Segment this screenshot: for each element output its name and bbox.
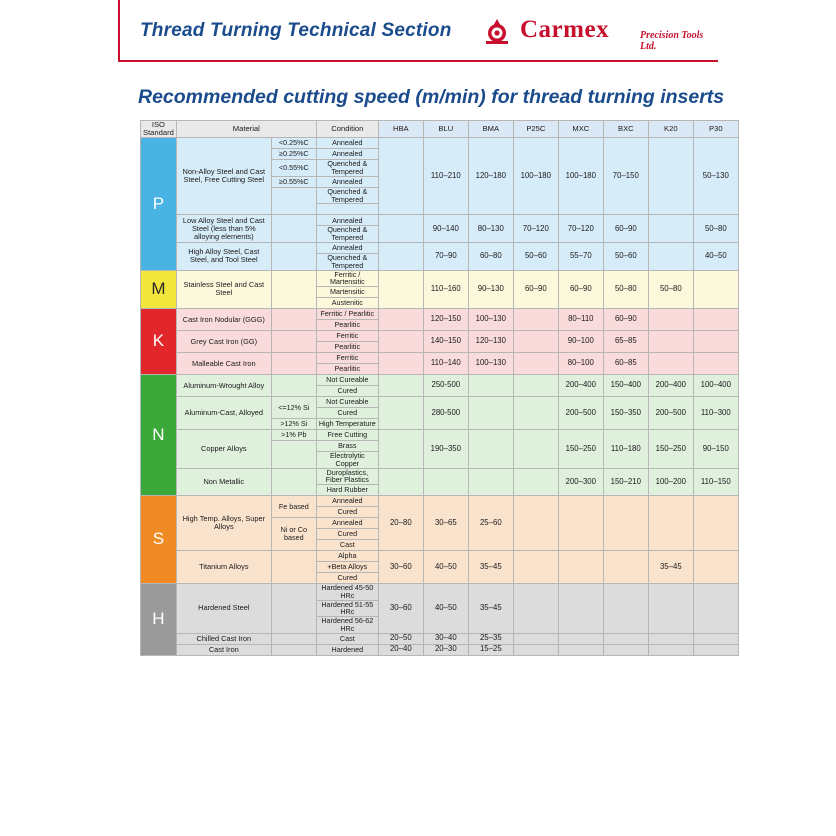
speed-value-mxc [558,551,603,584]
material-name: Stainless Steel and Cast Steel [176,270,271,309]
col-k20: K20 [648,121,693,138]
speed-value-k20: 50–80 [648,270,693,309]
speed-value-blu: 30–40 [423,633,468,644]
speed-value-mxc: 200–500 [558,397,603,430]
speed-value-p25c [513,468,558,496]
speed-value-blu: 110–210 [423,138,468,215]
speed-value-bma [468,430,513,469]
material-subtype [271,468,316,496]
speed-value-k20: 35–45 [648,551,693,584]
speed-value-p30 [693,353,738,375]
speed-value-k20 [648,584,693,634]
material-name: Aluminum-Wrought Alloy [176,375,271,397]
table-row [141,397,739,408]
col-iso-standard: ISO Standard [141,121,177,138]
speed-value-p25c [513,584,558,634]
table-row [141,331,739,342]
material-condition: Martensitic [316,287,378,298]
material-condition: Cured [316,507,378,518]
material-condition: Quenched & Tempered [316,187,378,204]
speed-value-hba: 20–40 [378,644,423,655]
page-title: Recommended cutting speed (m/min) for thread turning inserts [138,86,725,108]
speed-value-p25c [513,496,558,551]
material-condition: Cured [316,408,378,419]
speed-value-bma: 35–45 [468,551,513,584]
speed-value-bxc: 110–180 [603,430,648,469]
speed-value-k20: 150–250 [648,430,693,469]
material-name: Aluminum-Cast, Alloyed [176,397,271,430]
material-subtype [271,331,316,353]
material-condition: Hardened 45-50 HRc [316,584,378,601]
material-name: Cast Iron Nodular (GGG) [176,309,271,331]
speed-value-mxc [558,633,603,644]
speed-value-p30: 40–50 [693,242,738,270]
speed-value-bxc: 150–210 [603,468,648,496]
material-name: High Temp. Alloys, Super Alloys [176,496,271,551]
speed-value-bxc: 60–85 [603,353,648,375]
material-subtype [271,215,316,243]
iso-group-k: K [141,309,177,375]
material-condition: Annealed [316,215,378,226]
speed-value-p30 [693,584,738,634]
material-condition: Cast [316,540,378,551]
table-header [141,121,739,138]
speed-value-p25c [513,309,558,331]
material-condition: Cured [316,386,378,397]
material-subtype [271,551,316,584]
iso-group-m: M [141,270,177,309]
speed-value-bxc: 150–350 [603,397,648,430]
speed-value-p30 [693,496,738,551]
table-row [141,496,739,507]
table-row [141,309,739,320]
speed-value-p25c [513,331,558,353]
table-row [141,644,739,655]
material-condition: Quenched & Tempered [316,160,378,177]
speed-value-bxc: 150–400 [603,375,648,397]
material-subtype: ≥0.55%C [271,176,316,187]
speed-value-hba: 20–80 [378,496,423,551]
material-condition: Not Cureable [316,397,378,408]
speed-value-hba: 20–50 [378,633,423,644]
header-left-rule [118,0,120,60]
speed-value-mxc [558,644,603,655]
speed-value-mxc: 200–300 [558,468,603,496]
speed-value-blu: 110–160 [423,270,468,309]
material-subtype: ≥0.25%C [271,149,316,160]
table-row [141,430,739,441]
speed-value-mxc: 55–70 [558,242,603,270]
material-condition: Quenched & Tempered [316,253,378,270]
speed-value-bxc: 70–150 [603,138,648,215]
col-hba: HBA [378,121,423,138]
material-condition: Annealed [316,176,378,187]
table-row [141,138,739,149]
col-material: Material [176,121,316,138]
material-name: Cast Iron [176,644,271,655]
material-name: Hardened Steel [176,584,271,634]
speed-value-p30: 110–300 [693,397,738,430]
table-row [141,375,739,386]
material-condition: Ferritic [316,353,378,364]
speed-value-hba [378,353,423,375]
brand-subtitle: Precision Tools Ltd. [640,30,704,52]
speed-value-bxc: 60–90 [603,215,648,243]
speed-value-mxc: 80–110 [558,309,603,331]
material-name: Chilled Cast Iron [176,633,271,644]
speed-value-p30: 110–150 [693,468,738,496]
speed-value-bma: 25–60 [468,496,513,551]
speed-value-p30 [693,644,738,655]
material-subtype [271,584,316,634]
speed-value-bma: 90–130 [468,270,513,309]
material-condition: Pearlitic [316,342,378,353]
material-subtype: <0.25%C [271,138,316,149]
material-condition: Cast [316,633,378,644]
speed-value-hba: 30–60 [378,584,423,634]
table-row [141,215,739,226]
material-condition [316,204,378,215]
speed-value-hba [378,215,423,243]
material-subtype [271,187,316,215]
speed-value-k20 [648,138,693,215]
speed-value-p25c: 100–180 [513,138,558,215]
material-subtype [271,644,316,655]
speed-value-mxc: 60–90 [558,270,603,309]
speed-value-blu: 250-500 [423,375,468,397]
header-title: Thread Turning Technical Section [140,20,452,41]
speed-value-p30 [693,551,738,584]
speed-value-p30: 50–80 [693,215,738,243]
speed-value-p25c [513,633,558,644]
speed-value-hba [378,397,423,430]
material-name: Titanium Alloys [176,551,271,584]
table-row [141,353,739,364]
speed-value-p30: 100–400 [693,375,738,397]
material-condition: High Temperature [316,419,378,430]
material-condition: Not Cureable [316,375,378,386]
table-row [141,468,739,485]
table-row [141,633,739,644]
speed-value-blu: 190–350 [423,430,468,469]
material-condition: Cured [316,529,378,540]
material-condition: Hardened 51-55 HRc [316,600,378,617]
speed-value-k20 [648,309,693,331]
material-subtype: >12% Si [271,419,316,430]
material-condition: Cured [316,573,378,584]
material-condition: Alpha [316,551,378,562]
speed-value-bxc [603,633,648,644]
speed-value-p25c: 70–120 [513,215,558,243]
material-condition: Ferritic / Martensitic [316,270,378,287]
speed-value-bma: 25–35 [468,633,513,644]
table-row [141,270,739,287]
speed-value-hba [378,242,423,270]
speed-value-p25c [513,644,558,655]
material-condition: Pearlitic [316,320,378,331]
material-condition: Hardened 56-62 HRc [316,617,378,634]
col-p30: P30 [693,121,738,138]
col-blu: BLU [423,121,468,138]
speed-value-hba [378,331,423,353]
material-subtype [271,441,316,469]
speed-value-k20 [648,242,693,270]
material-condition: Duroplastics, Fiber Plastics [316,468,378,485]
material-condition: Annealed [316,138,378,149]
cutting-speed-table [140,120,739,656]
speed-value-bxc: 50–80 [603,270,648,309]
material-name: Malleable Cast Iron [176,353,271,375]
speed-value-k20 [648,215,693,243]
header-bottom-rule [118,60,718,62]
speed-value-blu: 110–140 [423,353,468,375]
speed-value-p30 [693,309,738,331]
speed-value-hba: 30–60 [378,551,423,584]
speed-value-k20 [648,331,693,353]
carmex-logo-icon [480,18,514,46]
speed-value-blu: 280-500 [423,397,468,430]
speed-value-mxc: 80–100 [558,353,603,375]
speed-value-p25c [513,353,558,375]
speed-value-bma: 60–80 [468,242,513,270]
speed-value-blu: 90–140 [423,215,468,243]
brand-name: Carmex [520,16,610,43]
col-mxc: MXC [558,121,603,138]
material-condition: Pearlitic [316,364,378,375]
speed-value-k20 [648,633,693,644]
material-name: Low Alloy Steel and Cast Steel (less than 5% alloying elements) [176,215,271,243]
speed-value-mxc: 90–100 [558,331,603,353]
table-row [141,242,739,253]
speed-value-bma [468,468,513,496]
table-header-row [141,121,739,138]
material-condition: Annealed [316,496,378,507]
material-subtype [271,633,316,644]
speed-value-k20: 200–500 [648,397,693,430]
speed-value-k20 [648,496,693,551]
material-condition: Brass [316,441,378,452]
speed-value-k20 [648,353,693,375]
speed-value-p30 [693,633,738,644]
speed-value-bma: 120–130 [468,331,513,353]
material-condition: Electrolytic Copper [316,452,378,469]
speed-value-blu: 40–50 [423,584,468,634]
material-name: Copper Alloys [176,430,271,469]
material-condition: Ferritic [316,331,378,342]
material-name: High Alloy Steel, Cast Steel, and Tool Steel [176,242,271,270]
speed-value-p30 [693,270,738,309]
speed-value-k20: 100–200 [648,468,693,496]
speed-value-blu: 70–90 [423,242,468,270]
material-name: Non-Alloy Steel and Cast Steel, Free Cutting Steel [176,138,271,215]
speed-value-p25c: 60–90 [513,270,558,309]
material-subtype: <=12% Si [271,397,316,419]
speed-value-bma [468,397,513,430]
material-condition: Austenitic [316,298,378,309]
material-subtype: Ni or Co based [271,518,316,551]
speed-value-bxc [603,551,648,584]
speed-value-hba [378,270,423,309]
speed-value-bma: 15–25 [468,644,513,655]
speed-value-p25c [513,375,558,397]
speed-value-blu: 20–30 [423,644,468,655]
speed-value-bma: 100–130 [468,309,513,331]
speed-value-hba [378,468,423,496]
iso-group-h: H [141,584,177,656]
speed-value-hba [378,375,423,397]
cutting-speed-table-wrapper [140,120,739,656]
speed-value-mxc: 150–250 [558,430,603,469]
speed-value-p30: 50–130 [693,138,738,215]
material-subtype [271,242,316,270]
speed-value-mxc: 100–180 [558,138,603,215]
speed-value-p30: 90–150 [693,430,738,469]
speed-value-p25c: 50–60 [513,242,558,270]
speed-value-k20 [648,644,693,655]
speed-value-bma: 35–45 [468,584,513,634]
speed-value-blu: 40–50 [423,551,468,584]
speed-value-hba [378,309,423,331]
speed-value-bxc: 50–60 [603,242,648,270]
speed-value-bma: 120–180 [468,138,513,215]
speed-value-hba [378,430,423,469]
material-subtype [271,270,316,309]
col-p25c: P25C [513,121,558,138]
material-condition: Free Cutting [316,430,378,441]
brand [480,16,710,50]
speed-value-p25c [513,397,558,430]
speed-value-blu: 30–65 [423,496,468,551]
material-condition: Hardened [316,644,378,655]
speed-value-bma: 100–130 [468,353,513,375]
speed-value-p30 [693,331,738,353]
table-body [141,138,739,655]
table-row [141,551,739,562]
speed-value-p25c [513,430,558,469]
material-subtype [271,375,316,397]
material-name: Grey Cast Iron (GG) [176,331,271,353]
speed-value-bxc [603,644,648,655]
material-subtype: <0.55%C [271,160,316,177]
speed-value-blu: 120–150 [423,309,468,331]
col-condition: Condition [316,121,378,138]
material-condition: Annealed [316,518,378,529]
material-condition: Annealed [316,149,378,160]
col-bma: BMA [468,121,513,138]
page-header [0,0,836,62]
table-row [141,584,739,601]
col-bxc: BXC [603,121,648,138]
material-name: Non Metallic [176,468,271,496]
speed-value-hba [378,138,423,215]
speed-value-blu: 140–150 [423,331,468,353]
speed-value-mxc: 200–400 [558,375,603,397]
material-condition: Hard Rubber [316,485,378,496]
speed-value-bxc [603,584,648,634]
material-condition: +Beta Alloys [316,562,378,573]
speed-value-mxc [558,496,603,551]
iso-group-n: N [141,375,177,496]
speed-value-blu [423,468,468,496]
material-condition: Quenched & Tempered [316,226,378,243]
speed-value-bxc: 65–85 [603,331,648,353]
speed-value-bxc: 60–90 [603,309,648,331]
speed-value-k20: 200–400 [648,375,693,397]
material-condition: Annealed [316,242,378,253]
speed-value-mxc [558,584,603,634]
speed-value-bma [468,375,513,397]
iso-group-s: S [141,496,177,584]
speed-value-bma: 80–130 [468,215,513,243]
speed-value-mxc: 70–120 [558,215,603,243]
material-subtype: Fe based [271,496,316,518]
material-subtype [271,309,316,331]
iso-group-p: P [141,138,177,270]
speed-value-p25c [513,551,558,584]
material-subtype [271,353,316,375]
material-subtype: >1% Pb [271,430,316,441]
speed-value-bxc [603,496,648,551]
material-condition: Ferritic / Pearlitic [316,309,378,320]
